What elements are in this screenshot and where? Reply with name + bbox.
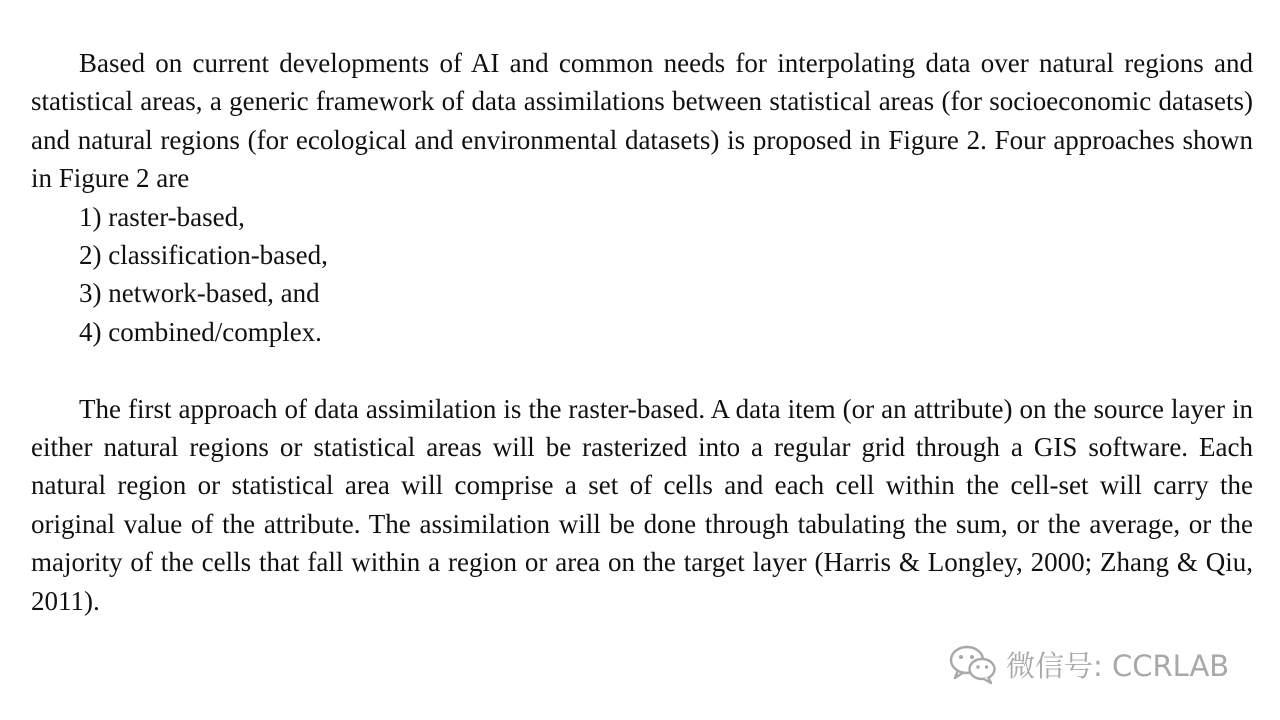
approach-item-4: 4) combined/complex. — [79, 316, 322, 347]
approaches-list — [31, 198, 1253, 352]
raster-approach-paragraph: The first approach of data assimilation is the raster-based. A data item (or an attribute) on the source layer in either natural regions or statistical areas will be rasterized into a regular grid through a GIS software. Each natural region or statistical area will comprise a set of cells and each cell within the cell-set will carry the original value of the attribute. The assimilation will be done through tabulating the sum, or the average, or the majority of the cells that fall within a region or area on the target layer (Harris & Longley, 2000; Zhang & Qiu, 2011). — [31, 393, 1253, 616]
paragraph-spacer — [31, 351, 1253, 389]
intro-paragraph: Based on current developments of AI and common needs for interpolating data over natural regions and statistical areas, a generic framework of data assimilations between statistical areas (for socioeconomic datasets) and natural regions (for ecological and environmental datasets) is proposed in Figure 2. Four approaches shown in Figure 2 are — [31, 48, 1253, 194]
wechat-watermark — [948, 640, 1229, 688]
watermark-text: 微信号: CCRLAB — [1006, 648, 1230, 683]
approach-item-2: 2) classification-based, — [79, 240, 328, 271]
approach-item-3: 3) network-based, and — [79, 278, 320, 309]
wechat-icon — [948, 643, 998, 685]
approach-item-1: 1) raster-based, — [79, 201, 245, 232]
document-body — [31, 44, 1253, 620]
